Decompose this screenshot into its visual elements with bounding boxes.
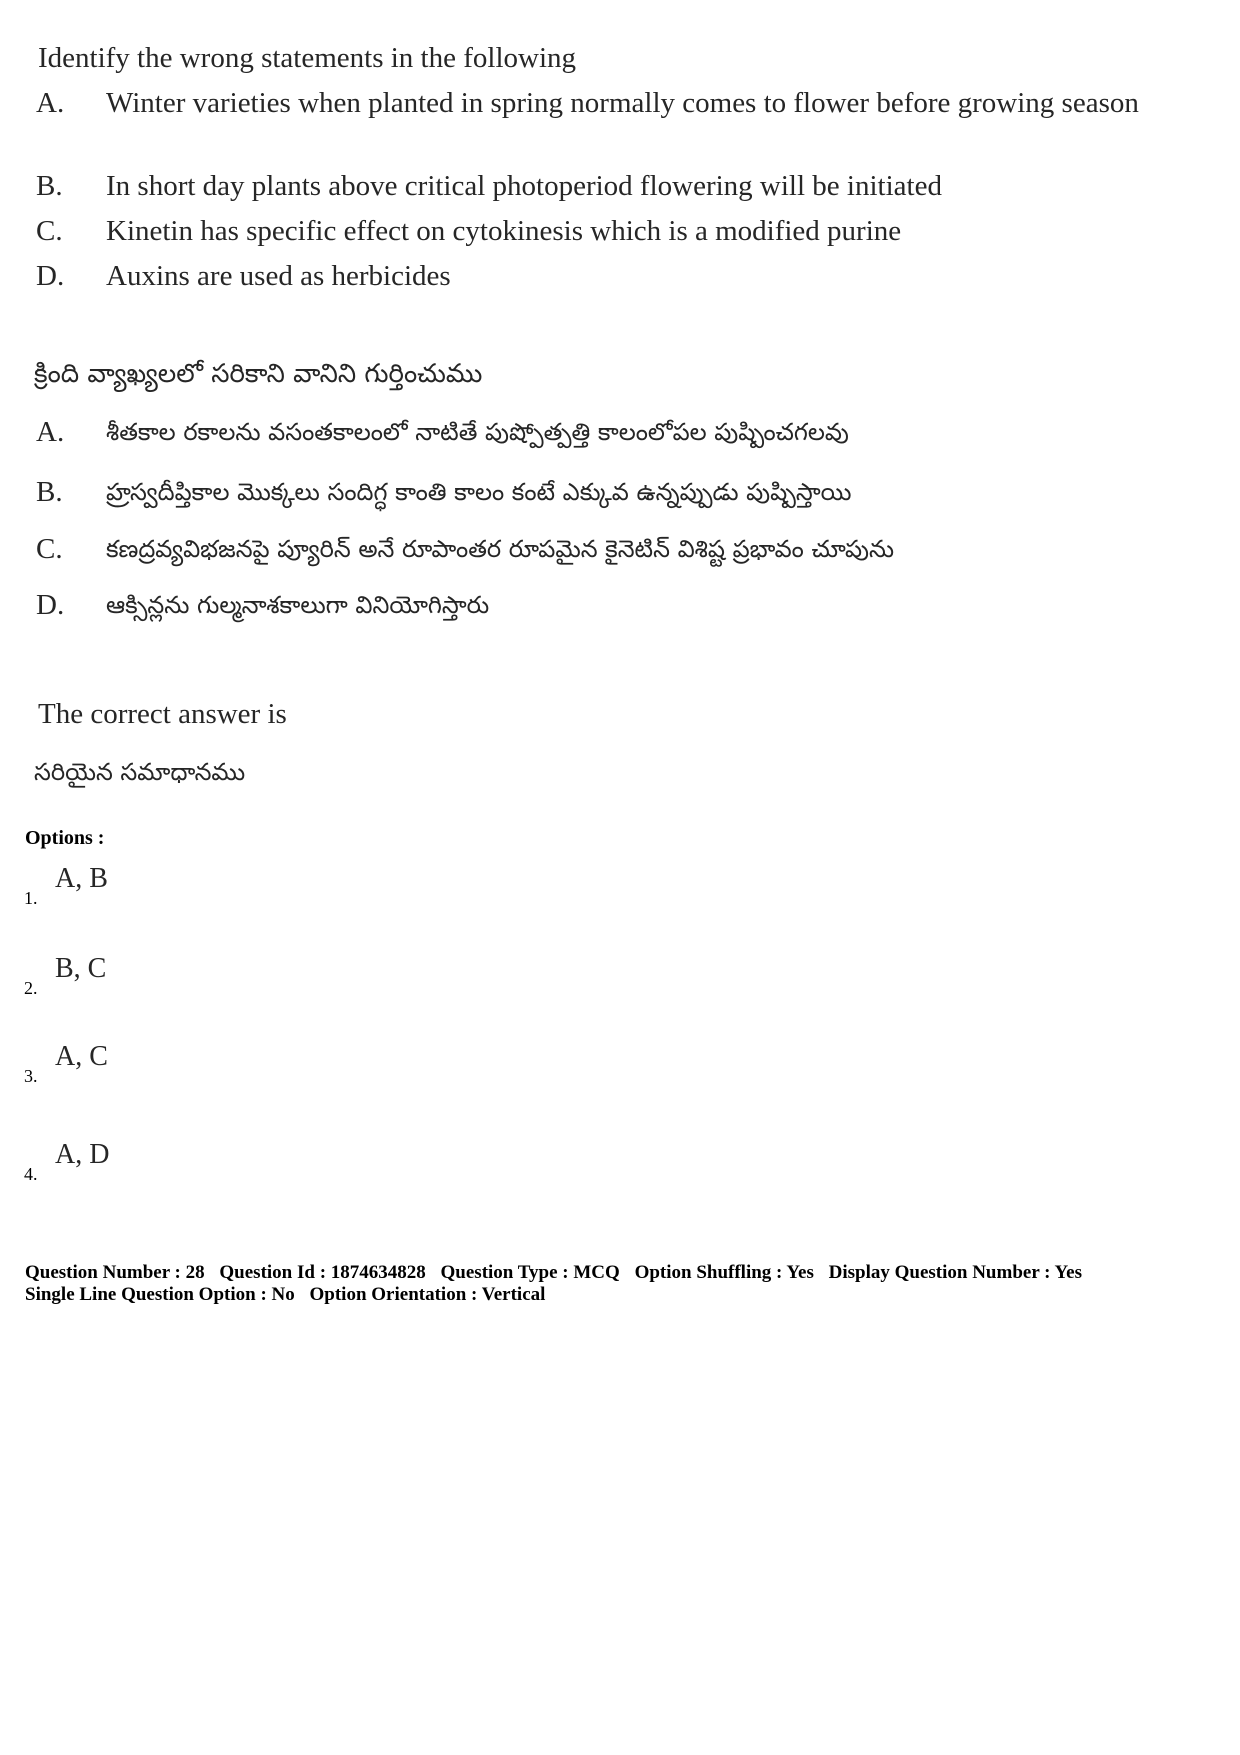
option-number: 4. xyxy=(24,1164,38,1184)
statement-text: Auxins are used as herbicides xyxy=(106,260,451,292)
option-number: 3. xyxy=(24,1066,38,1086)
answer-prompt: The correct answer is xyxy=(38,698,287,730)
option-orientation: Option Orientation : Vertical xyxy=(309,1284,546,1305)
statement-letter: B. xyxy=(36,170,63,202)
question-heading: Identify the wrong statements in the following xyxy=(38,42,577,74)
option-2[interactable] xyxy=(24,952,224,998)
option-4[interactable] xyxy=(24,1138,224,1184)
statement-text-telugu: శీతకాల రకాలను వసంతకాలంలో నాటితే పుష్పోత్పత్తి కాలంలోపల పుష్పించగలవు xyxy=(106,418,849,446)
statement-c-telugu xyxy=(36,530,1216,568)
question-id: Question Id : 1874634828 xyxy=(219,1262,426,1283)
statement-d xyxy=(36,257,1216,295)
question-type: Question Type : MCQ xyxy=(440,1262,620,1283)
answer-prompt-telugu: సరియైన సమాధానము xyxy=(34,758,246,786)
metadata-row-2 xyxy=(25,1284,1092,1306)
statement-text-telugu: కణద్రవ్యవిభజనపై ప్యూరిన్ అనే రూపాంతర రూపమైన కైనెటిన్ విశిష్ట ప్రభావం చూపును xyxy=(106,535,895,563)
option-value: A, B xyxy=(55,863,108,894)
question-number: Question Number : 28 xyxy=(25,1262,205,1283)
statement-text-telugu: ఆక్సిన్లను గుల్మనాశకాలుగా వినియోగిస్తారు xyxy=(106,591,490,619)
statement-a xyxy=(36,84,1216,122)
statement-letter: C. xyxy=(36,533,63,565)
metadata-row-1 xyxy=(25,1262,1092,1284)
statement-c xyxy=(36,212,1216,250)
options-label: Options : xyxy=(25,827,105,849)
option-value: A, D xyxy=(55,1139,110,1170)
single-line-option: Single Line Question Option : No xyxy=(25,1284,295,1305)
statement-letter: C. xyxy=(36,215,63,247)
statement-letter: A. xyxy=(36,416,65,448)
statement-letter: D. xyxy=(36,589,65,621)
statement-a-telugu xyxy=(36,413,1216,451)
option-number: 1. xyxy=(24,888,38,908)
option-1[interactable] xyxy=(24,862,224,908)
statement-text-telugu: హ్రస్వదీప్తికాల మొక్కలు సందిగ్ధ కాంతి కాలం కంటే ఎక్కువ ఉన్నప్పుడు పుష్పిస్తాయి xyxy=(106,478,852,506)
question-metadata xyxy=(25,1262,1092,1306)
question-heading-telugu: క్రింది వ్యాఖ్యలలో సరికాని వానిని గుర్తించుము xyxy=(34,359,483,389)
statement-letter: B. xyxy=(36,476,63,508)
option-number: 2. xyxy=(24,978,38,998)
statement-letter: D. xyxy=(36,260,65,292)
statement-b-telugu xyxy=(36,473,1216,511)
option-value: B, C xyxy=(55,953,107,984)
statement-text: In short day plants above critical photoperiod flowering will be initiated xyxy=(106,170,942,202)
statement-b xyxy=(36,167,1216,205)
statement-letter: A. xyxy=(36,87,65,119)
statement-d-telugu xyxy=(36,586,1216,624)
option-value: A, C xyxy=(55,1041,108,1072)
display-question-number: Display Question Number : Yes xyxy=(828,1262,1082,1283)
statement-text: Winter varieties when planted in spring normally comes to flower before growing season xyxy=(106,87,1139,119)
statement-text: Kinetin has specific effect on cytokinesis which is a modified purine xyxy=(106,215,902,247)
option-3[interactable] xyxy=(24,1040,224,1086)
option-shuffling: Option Shuffling : Yes xyxy=(634,1262,814,1283)
